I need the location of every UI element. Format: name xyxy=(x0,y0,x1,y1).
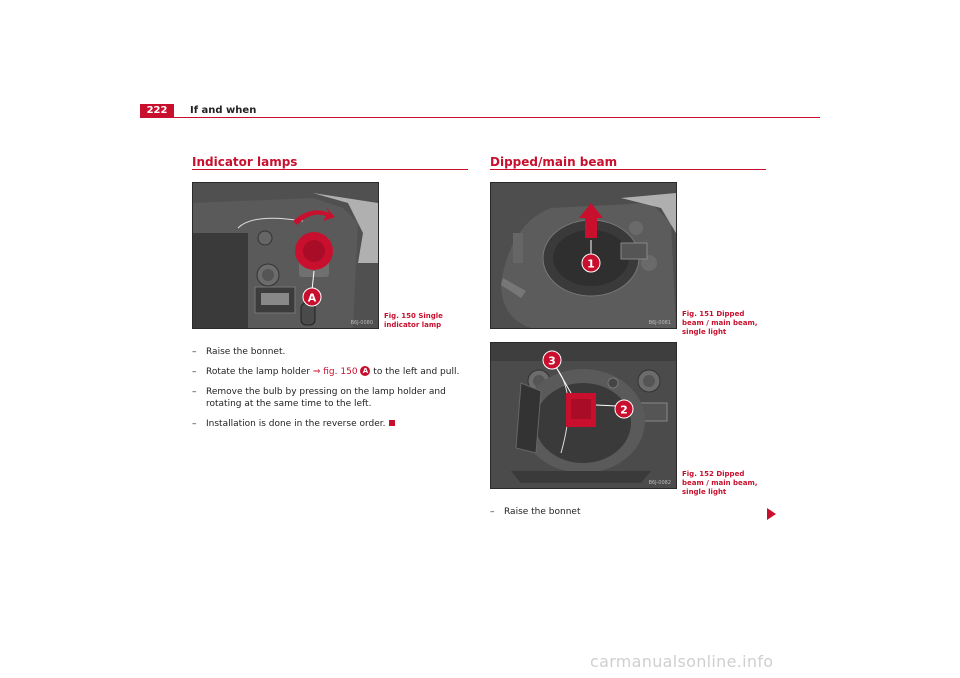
section-title-dipped-main-beam: Dipped/main beam xyxy=(490,155,618,169)
figure-151-dipped-beam xyxy=(490,182,677,329)
end-marker-square xyxy=(389,420,395,426)
dipped-beam-illustration-1 xyxy=(491,183,676,328)
step-installation: – Installation is done in the reverse order. xyxy=(192,418,472,430)
callout-a: A xyxy=(307,291,317,305)
header-rule xyxy=(174,117,820,118)
figure-code: B6J-0080 xyxy=(350,320,373,326)
indicator-lamp-illustration xyxy=(193,183,378,328)
callout-2: 2 xyxy=(620,403,628,417)
callout-1: 1 xyxy=(587,257,595,271)
dipped-beam-illustration-2 xyxy=(491,343,676,488)
step-raise-bonnet-2: – Raise the bonnet xyxy=(490,507,581,517)
step-rotate-holder: – Rotate the lamp holder ⇒ fig. 150 A to the left and pull. xyxy=(192,367,460,377)
section-rule xyxy=(490,169,766,170)
callout-3: 3 xyxy=(548,354,556,368)
figure-code: B6J-0082 xyxy=(648,480,671,486)
fig-150-link[interactable]: fig. 150 xyxy=(323,367,358,377)
caption-fig-152: Fig. 152 Dipped beam / main beam, single light xyxy=(682,470,758,496)
figure-150-indicator-lamp xyxy=(192,182,379,329)
watermark: carmanualsonline.info xyxy=(590,652,774,671)
section-title-indicator-lamps: Indicator lamps xyxy=(192,155,298,169)
step-raise-bonnet: – Raise the bonnet. xyxy=(192,347,286,357)
figure-152-dipped-beam xyxy=(490,342,677,489)
next-page-arrow-icon[interactable] xyxy=(767,508,776,520)
callout-badge-a: A xyxy=(360,366,370,376)
caption-fig-150: Fig. 150 Single indicator lamp xyxy=(384,312,443,329)
step-remove-bulb: – Remove the bulb by pressing on the lamp holder and rotating at the same time to the left. xyxy=(192,387,446,409)
section-rule xyxy=(192,169,468,170)
running-header: If and when xyxy=(190,105,257,116)
caption-fig-151: Fig. 151 Dipped beam / main beam, single light xyxy=(682,310,758,336)
page-number: 222 xyxy=(140,104,174,118)
figure-code: B6J-0081 xyxy=(648,320,671,326)
